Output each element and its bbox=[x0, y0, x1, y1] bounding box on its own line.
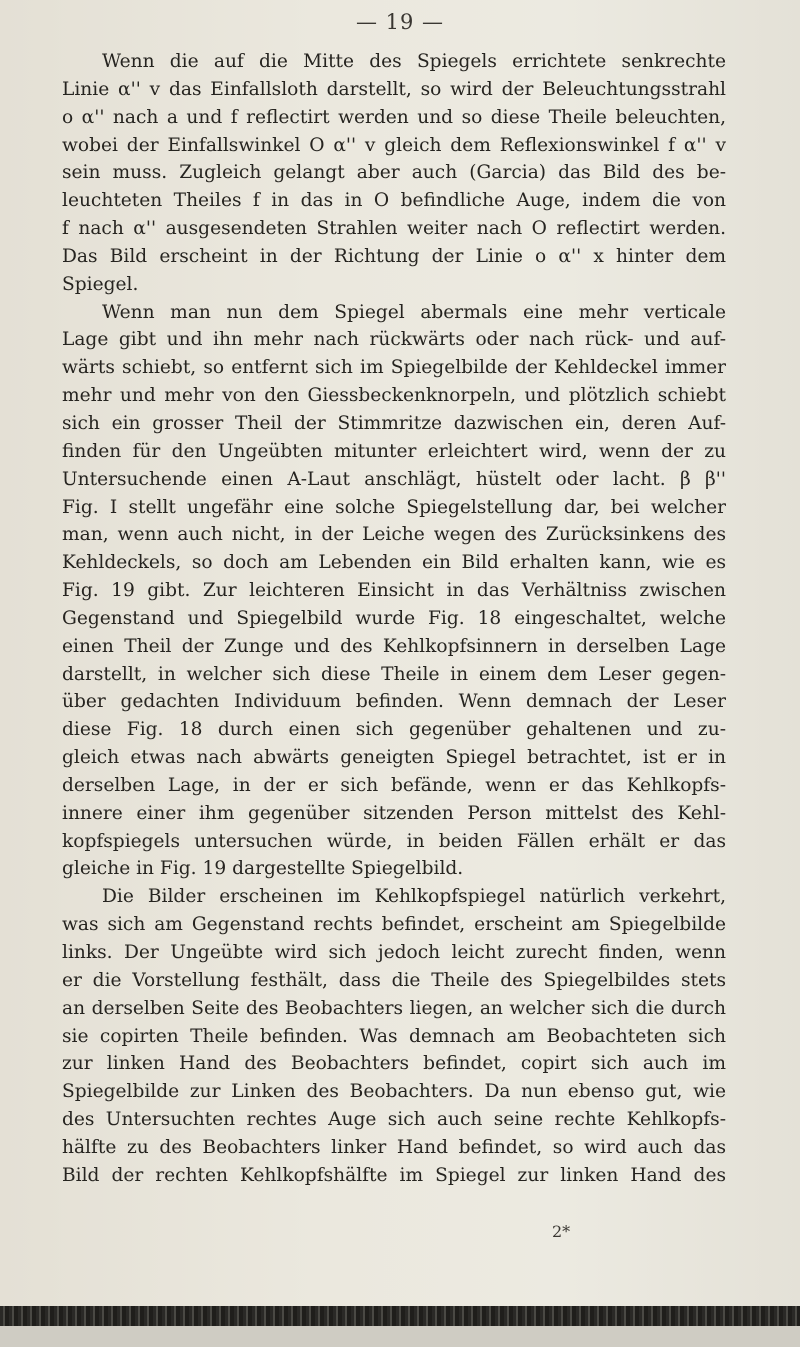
text-line: einen Theil der Zunge und des Kehlkopfsinnern in derselben Lage bbox=[62, 635, 726, 657]
text-line: sein muss. Zugleich gelangt aber auch (Garcia) das Bild des be- bbox=[62, 162, 726, 184]
text-line: was sich am Gegenstand rechts befindet, erscheint am Spiegelbilde bbox=[62, 914, 726, 936]
text-line: gleiche in Fig. 19 dargestellte Spiegelbild. bbox=[62, 858, 464, 880]
scan-margin bbox=[0, 1326, 800, 1347]
page-number: — 19 — bbox=[355, 10, 445, 34]
text-line: gleich etwas nach abwärts geneigten Spiegel betrachtet, ist er in bbox=[62, 747, 726, 769]
text-line: sich ein grosser Theil der Stimmritze dazwischen ein, deren Auf- bbox=[62, 412, 726, 434]
text-line: man, wenn auch nicht, in der Leiche wegen des Zurücksinkens des bbox=[62, 524, 726, 546]
text-line: Untersuchende einen A-Laut anschlägt, hüstelt oder lacht. β β'' bbox=[62, 468, 726, 490]
text-line: wärts schiebt, so entfernt sich im Spiegelbilde der Kehldeckel immer bbox=[62, 357, 726, 379]
text-line: Die Bilder erscheinen im Kehlkopfspiegel natürlich verkehrt, bbox=[102, 886, 726, 908]
text-line: an derselben Seite des Beobachters liegen, an welcher sich die durch bbox=[62, 997, 726, 1019]
text-line: derselben Lage, in der er sich befände, wenn er das Kehlkopfs- bbox=[62, 774, 726, 796]
text-line: Kehldeckels, so doch am Lebenden ein Bild erhalten kann, wie es bbox=[62, 552, 726, 574]
text-line: Spiegel. bbox=[62, 273, 139, 295]
text-line: Das Bild erscheint in der Richtung der Linie o α'' x hinter dem bbox=[62, 245, 726, 267]
text-line: links. Der Ungeübte wird sich jedoch leicht zurecht finden, wenn bbox=[62, 942, 726, 963]
text-line: Gegenstand und Spiegelbild wurde Fig. 18 eingeschaltet, welche bbox=[62, 607, 726, 629]
text-line: f nach α'' ausgesendeten Strahlen weiter nach O reflectirt werden. bbox=[62, 218, 726, 240]
text-line: Lage gibt und ihn mehr nach rückwärts oder nach rück- und auf- bbox=[62, 329, 726, 351]
text-line: darstellt, in welcher sich diese Theile in einem dem Leser gegen- bbox=[62, 663, 726, 685]
text-line: o α'' nach a und f reflectirt werden und so diese Theile beleuchten, bbox=[62, 106, 726, 128]
text-line: kopfspiegels untersuchen würde, in beiden Fällen erhält er das bbox=[62, 830, 726, 852]
text-line: zur linken Hand des Beobachters befindet, copirt sich auch im bbox=[62, 1053, 726, 1075]
text-line: sie copirten Theile befinden. Was demnach am Beobachteten sich bbox=[62, 1025, 726, 1047]
text-line: wobei der Einfallswinkel O α'' v gleich dem Reflexionswinkel f α'' v bbox=[62, 134, 726, 156]
signature-mark: 2* bbox=[552, 1222, 571, 1241]
text-line: Linie α'' v das Einfallsloth darstellt, so wird der Beleuchtungsstrahl bbox=[62, 78, 726, 100]
text-line: leuchteten Theiles f in das in O befindliche Auge, indem die von bbox=[62, 190, 726, 212]
text-line: Fig. 19 gibt. Zur leichteren Einsicht in das Verhältniss zwischen bbox=[62, 580, 726, 602]
text-line: Fig. I stellt ungefähr eine solche Spiegelstellung dar, bei welcher bbox=[62, 496, 726, 518]
text-line: Bild der rechten Kehlkopfshälfte im Spiegel zur linken Hand des bbox=[62, 1164, 726, 1186]
text-line: diese Fig. 18 durch einen sich gegenüber gehaltenen und zu- bbox=[62, 719, 726, 741]
text-line: mehr und mehr von den Giessbeckenknorpeln, und plötzlich schiebt bbox=[62, 385, 726, 407]
text-line: hälfte zu des Beobachters linker Hand befindet, so wird auch das bbox=[62, 1136, 726, 1158]
text-line: des Untersuchten rechtes Auge sich auch seine rechte Kehlkopfs- bbox=[62, 1109, 726, 1131]
text-line: über gedachten Individuum befinden. Wenn demnach der Leser bbox=[62, 691, 726, 713]
text-line: Wenn man nun dem Spiegel abermals eine mehr verticale bbox=[102, 301, 726, 323]
body-text bbox=[62, 48, 726, 1190]
text-line: er die Vorstellung festhält, dass die Theile des Spiegelbildes stets bbox=[62, 969, 726, 991]
text-line: finden für den Ungeübten mitunter erleichtert wird, wenn der zu bbox=[62, 440, 726, 462]
text-line: Wenn die auf die Mitte des Spiegels errichtete senkrechte bbox=[102, 51, 726, 72]
text-line: innere einer ihm gegenüber sitzenden Person mittelst des Kehl- bbox=[62, 802, 726, 824]
scan-edge-bar bbox=[0, 1306, 800, 1326]
text-line: Spiegelbilde zur Linken des Beobachters. Da nun ebenso gut, wie bbox=[62, 1081, 726, 1103]
